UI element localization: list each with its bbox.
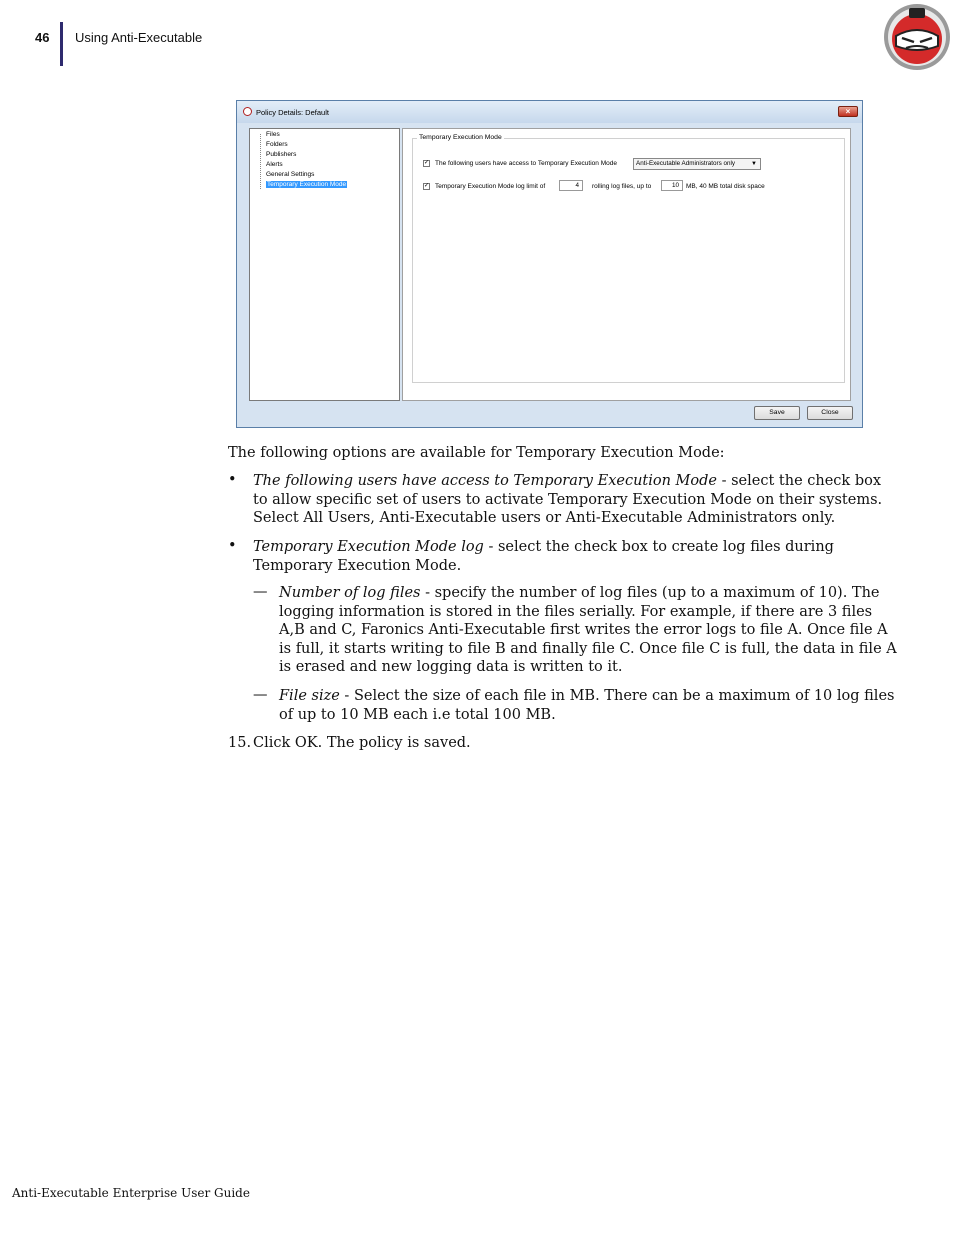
log-limit-label: Temporary Execution Mode log limit of: [435, 183, 546, 190]
intro-paragraph: The following options are available for Temporary Execution Mode:: [228, 445, 725, 461]
step-text: Click OK. The policy is saved.: [253, 735, 471, 751]
dialog-title: Policy Details: Default: [256, 108, 329, 117]
faronics-logo-icon: [882, 2, 952, 72]
bullet-log-text: - select the check box to create log files during Temporary Execution Mode.: [253, 539, 834, 574]
group-title: Temporary Execution Mode: [419, 134, 502, 141]
tree-item-temporary-execution-mode[interactable]: Temporary Execution Mode: [267, 181, 347, 188]
bullet-marker: •: [228, 538, 237, 554]
subitem-file-size-text: - Select the size of each file in MB. There can be a maximum of 10 log files of up to 10 MB each i.e total 100 MB.: [279, 688, 895, 723]
tree-item-alerts[interactable]: Alerts: [266, 161, 283, 168]
users-access-checkbox[interactable]: ✓: [424, 160, 430, 166]
step-number: 15.: [228, 735, 252, 751]
policy-details-dialog: [236, 100, 863, 428]
subitem-number-title: Number of log files: [279, 585, 421, 601]
bullet-log-title: Temporary Execution Mode log: [253, 539, 484, 555]
dash-marker: —: [253, 584, 268, 600]
app-icon: [243, 107, 252, 116]
users-access-label: The following users have access to Temporary Execution Mode: [435, 160, 617, 167]
rolling-label: rolling log files, up to: [592, 183, 652, 190]
bullet-users-access-text: - select the check box to allow specific set of users to activate Temporary Execution Mode on their systems. Select All Users, Anti-Executable users or Anti-Executable Administrators only.: [253, 473, 883, 527]
dialog-titlebar: [237, 101, 862, 123]
section-title: Using Anti-Executable: [75, 30, 203, 45]
policy-tree: [249, 128, 400, 401]
log-limit-checkbox[interactable]: ✓: [424, 183, 430, 189]
temporary-execution-mode-group: [412, 134, 845, 383]
close-icon[interactable]: ×: [838, 106, 858, 117]
tree-item-folders[interactable]: Folders: [266, 141, 288, 148]
page-number: 46: [35, 30, 50, 45]
save-button[interactable]: Save: [754, 406, 800, 420]
users-dropdown-value: Anti-Executable Administrators only: [636, 160, 736, 167]
disk-space-label: MB, 40 MB total disk space: [686, 183, 765, 190]
dash-marker: —: [253, 687, 268, 703]
tree-item-files[interactable]: Files: [266, 131, 280, 138]
bullet-marker: •: [228, 472, 237, 488]
bullet-users-access-title: The following users have access to Temporary Execution Mode: [253, 473, 717, 489]
tree-connector: [260, 134, 262, 189]
tree-item-publishers[interactable]: Publishers: [266, 151, 297, 158]
settings-panel: [402, 128, 851, 401]
subitem-file-size-title: File size: [279, 688, 340, 704]
subitem-number-of-log-files: [279, 584, 899, 677]
close-button[interactable]: Close: [807, 406, 853, 420]
subitem-file-size: [279, 687, 899, 724]
bullet-log: [253, 538, 898, 575]
footer-guide-title: Anti-Executable Enterprise User Guide: [12, 1186, 250, 1200]
log-size-field[interactable]: 10: [661, 180, 683, 191]
subitem-number-text: - specify the number of log files (up to a maximum of 10). The logging information is stored in the files serially. For example, if there are 3 files A,B and C, Faronics Anti-Executable first writes the error logs to file A. Once file A is full, it starts writing to file B and finally file C. Once file C is full, the data in file A is erased and new logging data is written to it.: [279, 585, 897, 676]
chevron-down-icon: ▼: [751, 161, 757, 167]
header-divider: [60, 22, 63, 66]
tree-item-general-settings[interactable]: General Settings: [266, 171, 315, 178]
log-count-stepper[interactable]: 4: [559, 180, 583, 191]
users-dropdown[interactable]: [633, 158, 761, 170]
bullet-users-access: [253, 472, 898, 528]
